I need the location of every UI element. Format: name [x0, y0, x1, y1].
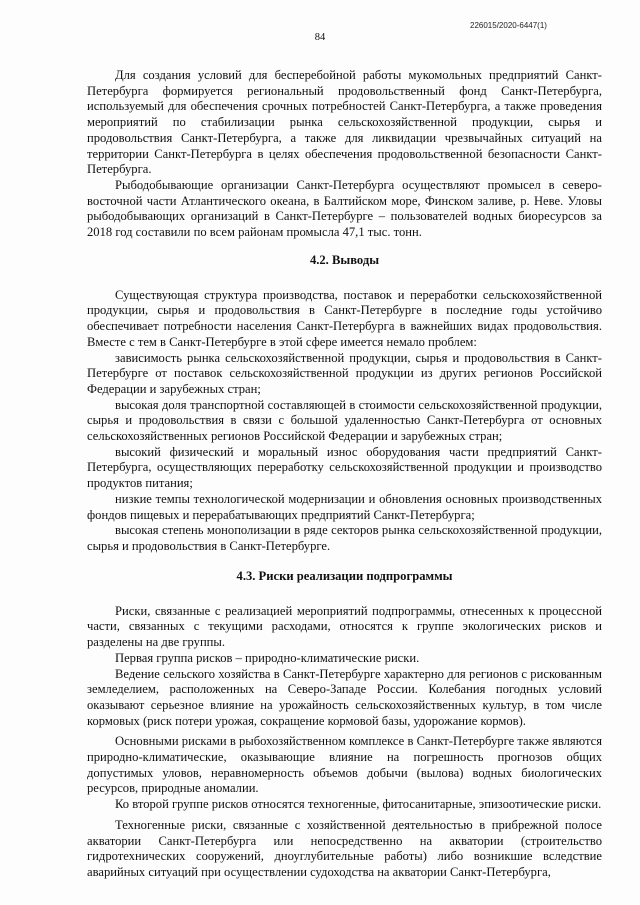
document-id: 226015/2020-6447(1) [470, 21, 547, 30]
body-paragraph: Техногенные риски, связанные с хозяйственной деятельностью в прибрежной полосе акватории Санкт-Петербурга или непосредственно на акватории (строительство гидротехнических сооружений, дноуглубительные работы) либо возникшие вследствие аварийных ситуаций при осуществлении судоходства на акватории Санкт-Петербурга, [87, 817, 602, 879]
body-paragraph: Первая группа рисков – природно-климатические риски. [115, 650, 420, 665]
intro-paragraph: Для создания условий для бесперебойной работы мукомольных предприятий Санкт-Петербурга формируется региональный продовольственный фонд Санкт-Петербурга, используемый для обеспечения срочных потребностей Санкт-Петербурга, а также проведения мероприятий по стабилизации рынка сельскохозяйственной продукции, сырья и продовольствия Санкт-Петербурга, а также для ликвидации чрезвычайных ситуаций на территории Санкт-Петербурга в целях обеспечения продовольственной безопасности Санкт-Петербурга. [87, 68, 602, 177]
body-paragraph: Существующая структура производства, поставок и переработки сельскохозяйственной продукции, сырья и продовольствия в Санкт-Петербурге в последние годы устойчиво обеспечивает потребности населения Санкт-Петербурга в важнейших видах продовольствия. Вместе с тем в Санкт-Петербурге в этой сфере имеется немало проблем: [87, 287, 602, 349]
list-item: низкие темпы технологической модернизации и обновления основных производственных фондов пищевых и перерабатывающих предприятий Санкт-Петербурга; [87, 491, 602, 522]
page-number: 84 [314, 32, 326, 43]
body-paragraph: Основными рисками в рыбохозяйственном комплексе в Санкт-Петербурге также являются природно-климатические, оказывающие влияние на погрешность прогнозов общих допустимых уловов, неравномерность объемов добычи (вылова) водных биологических ресурсов, природные аномалии. [87, 734, 602, 796]
list-item: высокий физический и моральный износ оборудования части предприятий Санкт-Петербурга, осуществляющих переработку сельскохозяйственной продукции и производство продуктов питания; [87, 444, 602, 491]
document-body [87, 68, 602, 881]
body-paragraph: Ведение сельского хозяйства в Санкт-Петербурге характерно для регионов с рискованным земледелием, расположенных на Северо-Западе России. Колебания погодных условий оказывают серьезное влияние на урожайность сельскохозяйственных культур, в том числе кормовых (риск потери урожая, сокращение кормовой базы, удорожание кормов). [87, 666, 602, 728]
body-paragraph: Ко второй группе рисков относятся техногенные, фитосанитарные, эпизоотические риски. [115, 797, 602, 812]
list-item: высокая доля транспортной составляющей в стоимости сельскохозяйственной продукции, сырья и продовольствия в связи с большой удаленностью Санкт-Петербурга от основных сельскохозяйственных регионов Российской Федерации и зарубежных стран; [87, 397, 602, 444]
section-heading-risks: 4.3. Риски реализации подпрограммы [236, 568, 453, 583]
list-item: зависимость рынка сельскохозяйственной продукции, сырья и продовольствия в Санкт-Петербурге от поставок сельскохозяйственной продукции из других регионов Российской Федерации и зарубежных стран; [87, 350, 602, 396]
intro-paragraph: Рыбодобывающие организации Санкт-Петербурга осуществляют промысел в северо-восточной части Атлантического океана, в Балтийском море, Финском заливе, р. Неве. Уловы рыбодобывающих организаций в Санкт-Петербурге – пользователей водных биоресурсов за 2018 год составили по всем районам промысла 47,1 тыс. тонн. [87, 177, 602, 240]
list-item: высокая степень монополизации в ряде секторов рынка сельскохозяйственной продукции, сырья и продовольствия в Санкт-Петербурге. [87, 523, 602, 553]
section-heading-conclusions: 4.2. Выводы [309, 252, 380, 267]
body-paragraph: Риски, связанные с реализацией мероприятий подпрограммы, отнесенных к процессной части, связанных с текущими расходами, относятся к группе экологических рисков и разделены на две группы. [87, 603, 602, 650]
